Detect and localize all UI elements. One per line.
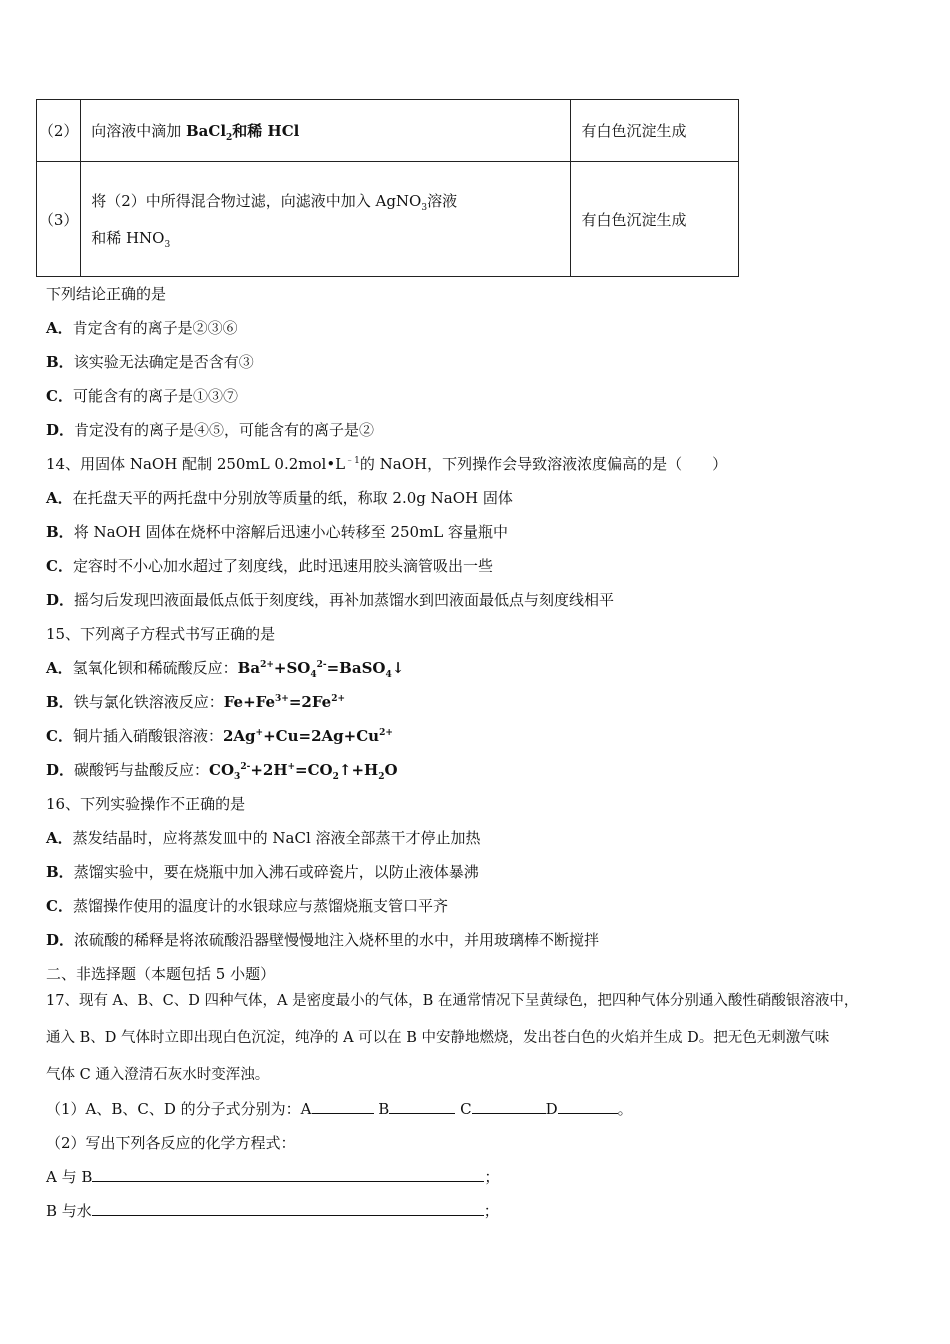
table-row <box>37 100 739 162</box>
answer-blank-d[interactable] <box>558 1099 618 1114</box>
option-c: C．铜片插入硝酸银溶液：$2Ag^++Cu=2Ag+Cu^{2+}$ <box>46 727 393 745</box>
answer-blank-c[interactable] <box>472 1099 546 1114</box>
question-17-part-2: （2）写出下列各反应的化学方程式： <box>46 1134 296 1152</box>
option-d: D．摇匀后发现凹液面最低点低于刻度线，再补加蒸馏水到凹液面最低点与刻度线相平 <box>46 591 615 609</box>
question-17-line-1: 17、现有 A、B、C、D 四种气体，A 是密度最小的气体，B 在通常情况下呈黄绿色，把四种气体分别通入酸性硝酸银溶液中， <box>46 993 859 1009</box>
option-d: D．碳酸钙与盐酸反应：$CO_3^{2-}+2H^+=CO_2↑+H_2O$ <box>46 761 398 782</box>
option-b: B．铁与氯化铁溶液反应：$Fe+Fe^{3+}=2Fe^{2+}$ <box>46 693 346 711</box>
answer-blank-b-water[interactable] <box>92 1201 484 1216</box>
section-title: 二、非选择题（本题包括 5 小题） <box>46 965 276 983</box>
option-a: A．氢氧化钡和稀硫酸反应：$Ba^{2+}+SO_4^{2-}=BaSO_4↓$ <box>46 659 405 680</box>
answer-line-b-water: B 与水 ； <box>46 1202 499 1220</box>
result-cell: 有白色沉淀生成 <box>571 162 739 277</box>
option-d: D．浓硫酸的稀释是将浓硫酸沿器壁慢慢地注入烧杯里的水中，并用玻璃棒不断搅拌 <box>46 931 600 949</box>
option-d: D．肯定没有的离子是④⑤，可能含有的离子是② <box>46 421 375 439</box>
question-17-part-1: （1）A、B、C、D 的分子式分别为：A B C D 。 <box>46 1100 633 1118</box>
answer-blank-a[interactable] <box>312 1099 374 1114</box>
option-a: A．肯定含有的离子是②③⑥ <box>46 319 238 337</box>
option-b: B．将 NaOH 固体在烧杯中溶解后迅速小心转移至 250mL 容量瓶中 <box>46 523 509 541</box>
answer-blank-b[interactable] <box>389 1099 455 1114</box>
option-a: A．在托盘天平的两托盘中分别放等质量的纸，称取 2.0g NaOH 固体 <box>46 489 513 507</box>
option-c: C．定容时不小心加水超过了刻度线，此时迅速用胶头滴管吸出一些 <box>46 557 493 575</box>
option-c: C．可能含有的离子是①③⑦ <box>46 387 238 405</box>
option-b: B．蒸馏实验中，要在烧瓶中加入沸石或碎瓷片，以防止液体暴沸 <box>46 863 479 881</box>
experiment-table <box>36 99 739 277</box>
answer-line-a-b: A 与 B ； <box>46 1168 500 1186</box>
result-cell: 有白色沉淀生成 <box>571 100 739 162</box>
question-16-stem: 16、下列实验操作不正确的是 <box>46 795 246 813</box>
question-stem: 下列结论正确的是 <box>46 285 167 303</box>
step-number: （3） <box>37 162 81 277</box>
question-14-stem: 14、用固体 NaOH 配制 250mL $0.2mol•L^{﹣1}$的 NaOH，下列操作会导致溶液浓度偏高的是（ ） <box>46 455 728 473</box>
question-17-line-2: 通入 B、D 气体时立即出现白色沉淀，纯净的 A 可以在 B 中安静地燃烧，发出苍白色的火焰并生成 D。把无色无刺激气味 <box>46 1030 830 1046</box>
option-c: C．蒸馏操作使用的温度计的水银球应与蒸馏烧瓶支管口平齐 <box>46 897 448 915</box>
option-a: A．蒸发结晶时，应将蒸发皿中的 NaCl 溶液全部蒸干才停止加热 <box>46 829 481 847</box>
answer-blank-a-b[interactable] <box>92 1167 484 1182</box>
operation-cell: 将（2）中所得混合物过滤，向滤液中加入 AgNO$_3$溶液 和稀 $HNO_3$ <box>81 162 571 277</box>
step-number: （2） <box>37 100 81 162</box>
table-row <box>37 162 739 277</box>
option-b: B．该实验无法确定是否含有③ <box>46 353 254 371</box>
question-17-line-3: 气体 C 通入澄清石灰水时变浑浊。 <box>46 1067 270 1083</box>
operation-cell: 向溶液中滴加 BaCl$_2$和稀 HCl <box>81 100 571 162</box>
question-15-stem: 15、下列离子方程式书写正确的是 <box>46 625 276 643</box>
